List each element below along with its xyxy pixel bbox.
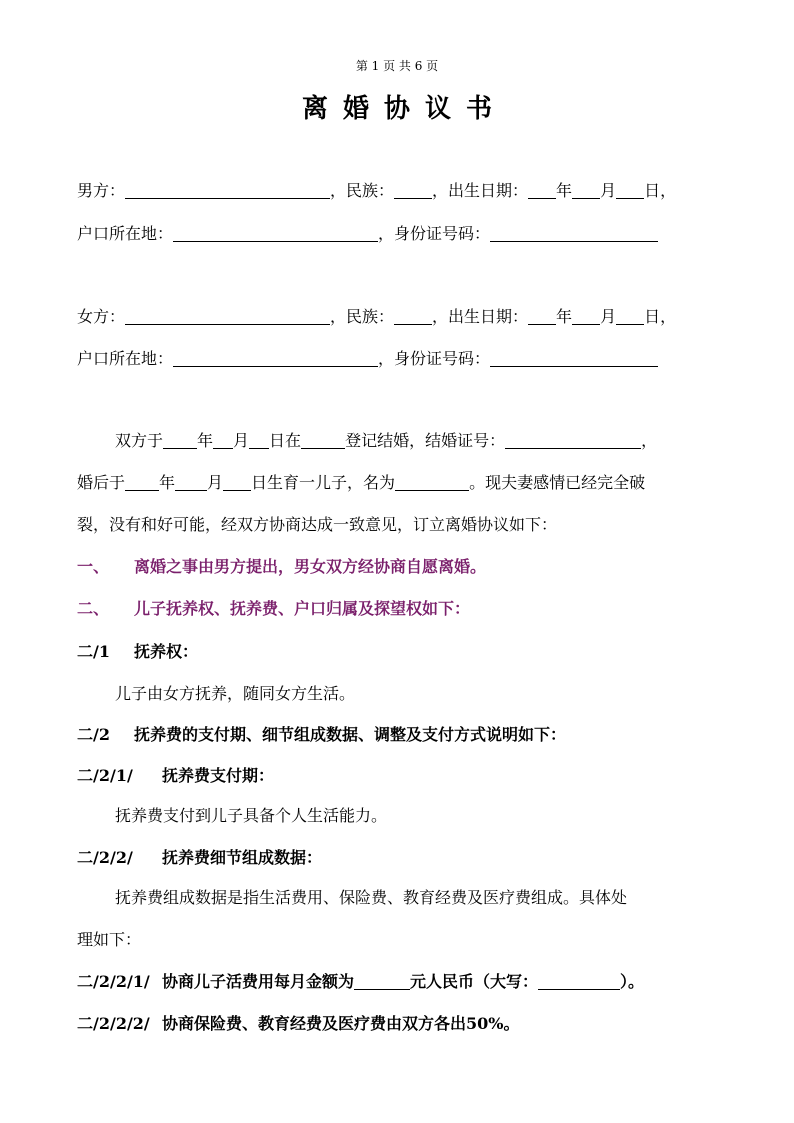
section-text: 抚养费细节组成数据： — [162, 848, 323, 867]
marriage-cert-blank[interactable] — [505, 432, 641, 449]
day-label: 日， — [644, 181, 677, 200]
text: 月 — [233, 431, 250, 450]
female-label: 女方： — [77, 307, 126, 326]
male-residence-line — [77, 221, 658, 244]
section-number: 二/1 — [77, 642, 110, 661]
section-text: 协商保险费、教育经费及医疗费由双方各出50%。 — [162, 1014, 520, 1033]
text: 。现夫妻感情已经完全破 — [469, 473, 646, 492]
section-text: 离婚之事由男方提出，男女双方经协商自愿离婚。 — [134, 557, 487, 576]
section-2-2-2-1 — [77, 969, 644, 992]
text: 月 — [207, 473, 224, 492]
section-2-2-2-2 — [77, 1011, 519, 1034]
section-1-heading — [77, 554, 486, 577]
female-birth-label: ，出生日期： — [432, 307, 529, 326]
section-2-2-2-heading — [77, 845, 322, 868]
male-name-blank[interactable] — [125, 182, 330, 199]
section-number: 二/2/1/ — [77, 766, 133, 785]
male-birth-month-blank[interactable] — [572, 182, 600, 199]
female-residence-label: 户口所在地： — [77, 349, 174, 368]
male-id-blank[interactable] — [490, 225, 658, 242]
month-label: 月 — [600, 307, 617, 326]
text: 日在 — [269, 431, 302, 450]
text: ， — [641, 431, 658, 450]
amount-uppercase-blank[interactable] — [538, 973, 620, 990]
section-number: 二/2/2/1/ — [77, 972, 150, 991]
monthly-amount-blank[interactable] — [354, 973, 410, 990]
male-info-line — [77, 178, 676, 201]
female-birth-day-blank[interactable] — [616, 308, 644, 325]
section-text: 儿子抚养权、抚养费、户口归属及探望权如下： — [134, 599, 471, 618]
section-2-2-heading — [77, 722, 566, 745]
female-id-blank[interactable] — [490, 350, 658, 367]
marriage-day-blank[interactable] — [249, 432, 269, 449]
day-label: 日， — [644, 307, 677, 326]
document-title: 离婚协议书 — [301, 94, 507, 124]
female-ethnic-blank[interactable] — [394, 308, 432, 325]
child-birth-month-blank[interactable] — [175, 474, 207, 491]
child-birth-day-blank[interactable] — [223, 474, 251, 491]
male-residence-blank[interactable] — [173, 225, 378, 242]
male-birth-year-blank[interactable] — [528, 182, 556, 199]
male-birth-day-blank[interactable] — [616, 182, 644, 199]
section-number: 二/2/2/2/ — [77, 1014, 150, 1033]
male-id-label: ，身份证号码： — [378, 224, 491, 243]
section-text: 抚养费支付期： — [162, 766, 275, 785]
marriage-month-blank[interactable] — [213, 432, 233, 449]
text: 婚后于 — [77, 473, 126, 492]
text: ）。 — [620, 972, 645, 991]
female-id-label: ，身份证号码： — [378, 349, 491, 368]
section-number: 一、 — [77, 557, 110, 576]
female-birth-year-blank[interactable] — [528, 308, 556, 325]
female-birth-month-blank[interactable] — [572, 308, 600, 325]
text: 登记结婚，结婚证号： — [345, 431, 506, 450]
male-ethnic-blank[interactable] — [394, 182, 432, 199]
month-label: 月 — [600, 181, 617, 200]
male-label: 男方： — [77, 181, 126, 200]
female-name-blank[interactable] — [125, 308, 330, 325]
year-label: 年 — [556, 307, 573, 326]
section-text: 抚养权： — [134, 642, 199, 661]
section-number: 二/2 — [77, 725, 110, 744]
female-residence-line — [77, 346, 658, 369]
marriage-line-1 — [115, 428, 657, 451]
text: 双方于 — [115, 431, 164, 450]
female-ethnic-label: ，民族： — [330, 307, 395, 326]
female-residence-blank[interactable] — [173, 350, 378, 367]
marriage-place-blank[interactable] — [301, 432, 345, 449]
section-number: 二/2/2/ — [77, 848, 133, 867]
marriage-line-2 — [77, 470, 645, 493]
text: 年 — [159, 473, 176, 492]
section-text: 抚养费的支付期、细节组成数据、调整及支付方式说明如下： — [134, 725, 567, 744]
child-birth-year-blank[interactable] — [125, 474, 159, 491]
section-2-heading — [77, 596, 470, 619]
section-2-1-heading — [77, 639, 198, 662]
section-2-2-2-body-line-2: 理如下： — [77, 930, 142, 949]
marriage-line-3: 裂，没有和好可能，经双方协商达成一致意见，订立离婚协议如下： — [77, 515, 558, 534]
marriage-year-blank[interactable] — [163, 432, 197, 449]
male-birth-label: ，出生日期： — [432, 181, 529, 200]
female-info-line — [77, 304, 676, 327]
section-2-1-body: 儿子由女方抚养，随同女方生活。 — [115, 684, 356, 703]
section-2-2-1-body: 抚养费支付到儿子具备个人生活能力。 — [115, 806, 388, 825]
section-2-2-1-heading — [77, 763, 274, 786]
section-number: 二、 — [77, 599, 110, 618]
year-label: 年 — [556, 181, 573, 200]
page-number-header: 第 1 页 共 6 页 — [355, 59, 439, 73]
text: 元人民币（大写： — [410, 972, 539, 991]
text: 日生育一儿子，名为 — [251, 473, 396, 492]
text: 年 — [197, 431, 214, 450]
male-residence-label: 户口所在地： — [77, 224, 174, 243]
text: 协商儿子活费用每月金额为 — [162, 972, 355, 991]
child-name-blank[interactable] — [395, 474, 469, 491]
section-2-2-2-body-line-1: 抚养费组成数据是指生活费用、保险费、教育经费及医疗费组成。具体处 — [115, 888, 628, 907]
male-ethnic-label: ，民族： — [330, 181, 395, 200]
